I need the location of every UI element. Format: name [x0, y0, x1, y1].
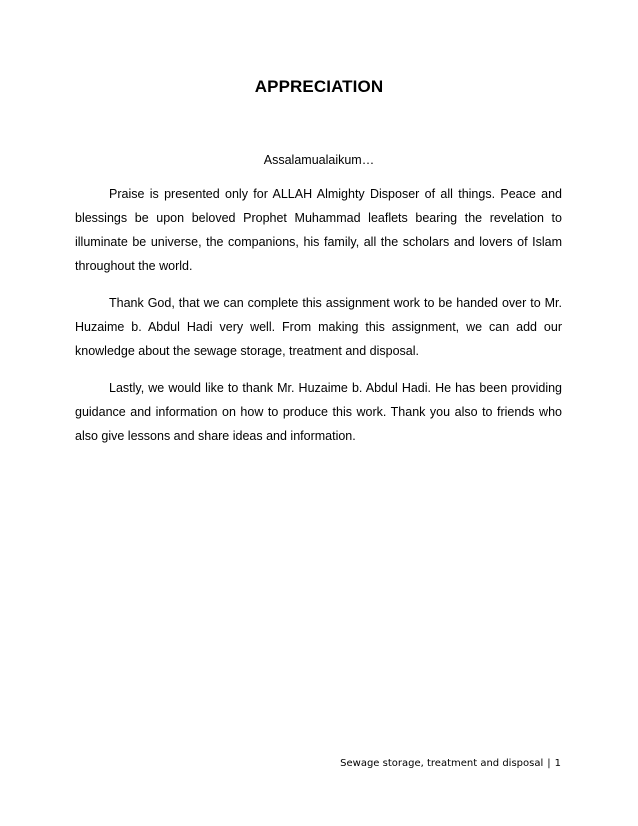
body-text: [75, 182, 562, 461]
page-number: 1: [554, 758, 561, 769]
paragraph-thanks-god: Thank God, that we can complete this assignment work to be handed over to Mr. Huzaime b. Abdul Hadi very well. From making this assignment, we can add our knowledge about the sewage storage, treatment and disposal.: [75, 296, 562, 358]
greeting-text: Assalamualaikum…: [263, 153, 375, 167]
footer-title: Sewage storage, treatment and disposal: [340, 758, 544, 769]
footer-separator: |: [547, 758, 551, 769]
page-title: APPRECIATION: [254, 77, 384, 96]
paragraph-praise: Praise is presented only for ALLAH Almighty Disposer of all things. Peace and blessings be upon beloved Prophet Muhammad leaflets bearing the revelation to illuminate be universe, the companions, his family, all the scholars and lovers of Islam throughout the world.: [75, 187, 562, 273]
paragraph-lastly: Lastly, we would like to thank Mr. Huzaime b. Abdul Hadi. He has been providing guidance and information on how to produce this work. Thank you also to friends who also give lessons and share ideas and information.: [75, 381, 562, 443]
page-footer: [0, 757, 561, 771]
